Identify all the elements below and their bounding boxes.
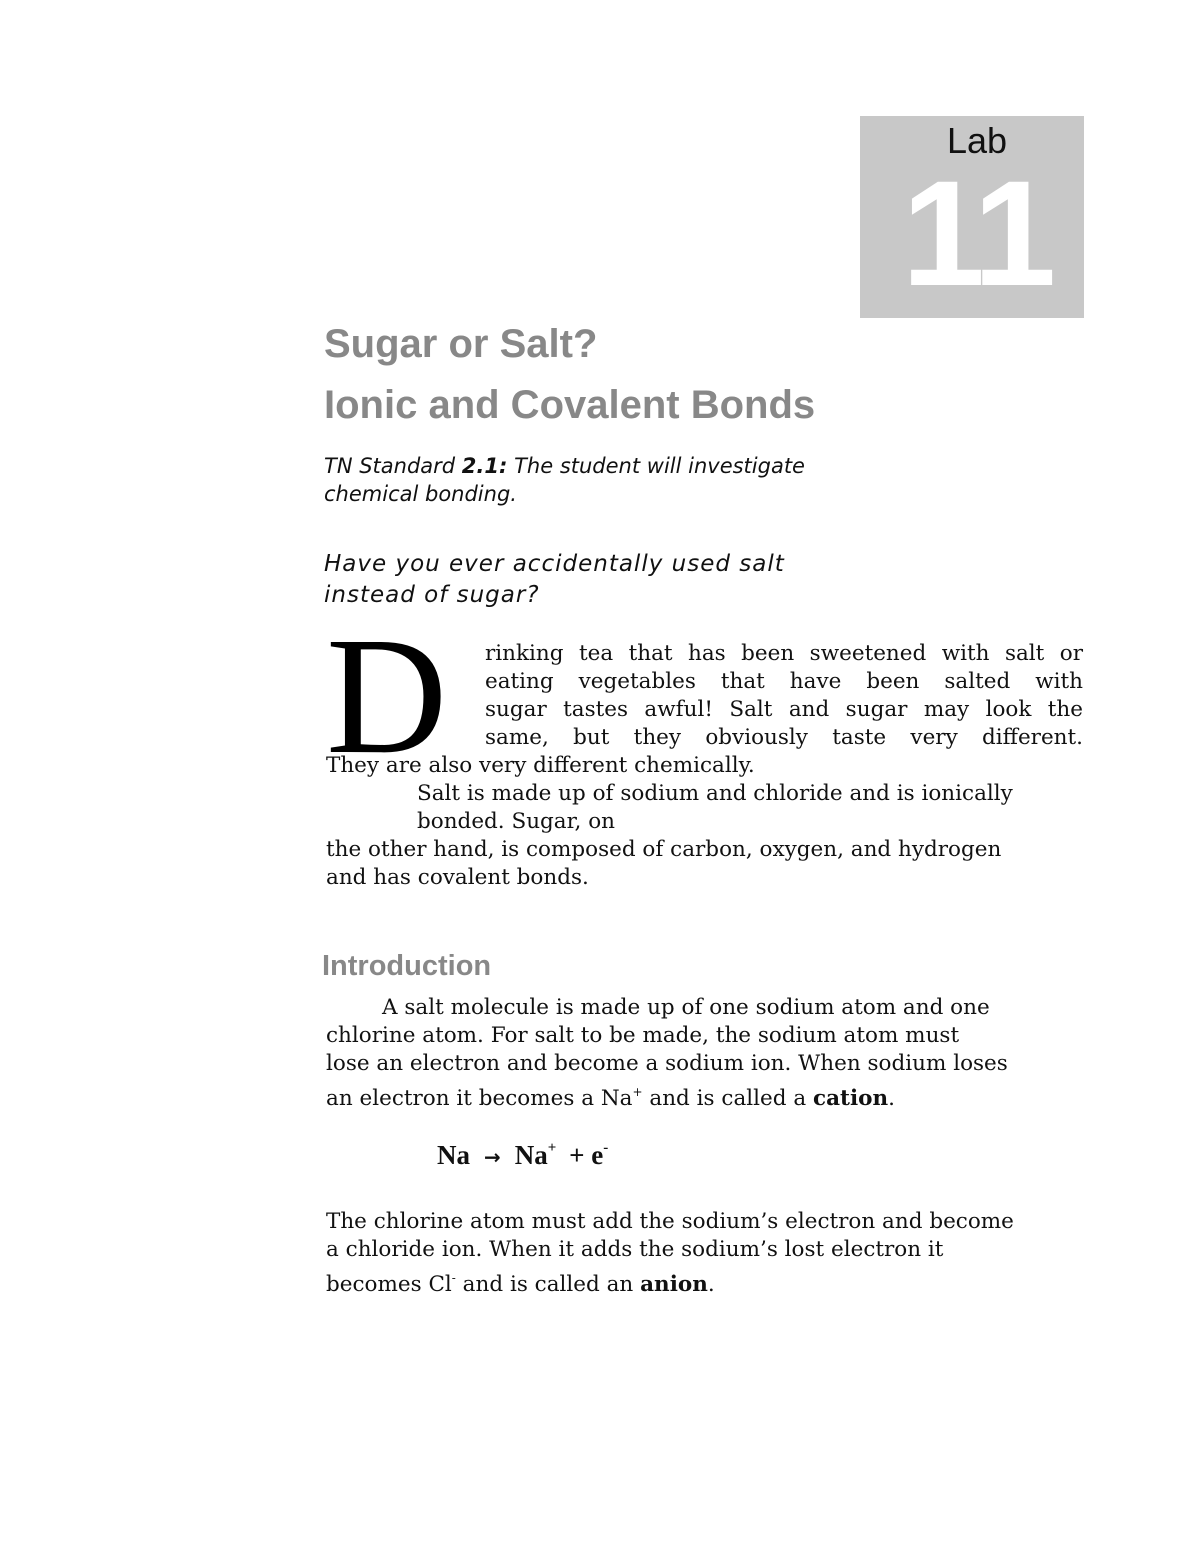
question-line2: instead of sugar? xyxy=(324,582,540,608)
intro-p1-line4-end: . xyxy=(888,1086,895,1111)
lab-number: 11 xyxy=(901,149,1053,317)
standard-statement xyxy=(324,452,904,508)
opening-line5: They are also very different chemically. xyxy=(326,753,755,778)
intro-p1-line4 xyxy=(326,1078,895,1113)
reaction-arrow-icon: → xyxy=(484,1145,501,1169)
opening-line6: Salt is made up of sodium and chloride and is ionically xyxy=(417,781,1013,806)
opening-line1: rinking tea that has been sweetened with salt or xyxy=(485,641,1083,666)
opening-line4: same, but they obviously taste very different. xyxy=(485,725,1083,750)
intro-p2-line3-text: becomes Cl xyxy=(326,1272,452,1297)
intro-p1-line1: A salt molecule is made up of one sodium atom and one xyxy=(382,995,990,1020)
equation-product-charge: + xyxy=(547,1140,557,1156)
standard-text-line1: The student will investigate xyxy=(507,454,805,478)
lead-question xyxy=(324,549,884,611)
lab-number-badge xyxy=(860,116,1084,318)
intro-p1-line4-text: an electron it becomes a Na xyxy=(326,1086,633,1111)
opening-line9: and has covalent bonds. xyxy=(326,865,589,890)
page-title: Sugar or Salt? xyxy=(324,322,598,366)
term-anion: anion xyxy=(640,1272,708,1297)
intro-p2-line2: a chloride ion. When it adds the sodium’s lost electron it xyxy=(326,1237,944,1262)
intro-p1-line3: lose an electron and become a sodium ion. When sodium loses xyxy=(326,1051,1008,1076)
page-subtitle: Ionic and Covalent Bonds xyxy=(324,383,816,427)
ionization-equation xyxy=(437,1140,608,1171)
opening-line7: bonded. Sugar, on xyxy=(417,809,616,834)
standard-number: 2.1: xyxy=(461,454,508,478)
term-cation: cation xyxy=(813,1086,889,1111)
intro-p2-line3 xyxy=(326,1264,715,1299)
equation-product: Na xyxy=(514,1140,548,1170)
chloride-charge: - xyxy=(451,1271,456,1285)
intro-p2-line1: The chlorine atom must add the sodium’s electron and become xyxy=(326,1209,1014,1234)
intro-p1-line2: chlorine atom. For salt to be made, the sodium atom must xyxy=(326,1023,960,1048)
opening-line3: sugar tastes awful! Salt and sugar may look the xyxy=(485,697,1083,722)
equation-electron: + e xyxy=(562,1140,604,1170)
question-line1: Have you ever accidentally used salt xyxy=(324,551,785,577)
sodium-charge: + xyxy=(632,1085,643,1099)
standard-prefix: TN Standard xyxy=(324,454,462,478)
drop-cap: D xyxy=(326,603,448,789)
equation-reactant: Na xyxy=(437,1140,470,1170)
intro-p2-line3-end: . xyxy=(707,1272,715,1297)
opening-paragraph-wrapped xyxy=(485,640,1083,752)
opening-line2: eating vegetables that have been salted with xyxy=(485,669,1083,694)
introduction-heading: Introduction xyxy=(322,950,492,982)
intro-p1-line4-text2: and is called a xyxy=(642,1086,813,1111)
opening-line8: the other hand, is composed of carbon, oxygen, and hydrogen xyxy=(326,837,1002,862)
lab-label: Lab xyxy=(946,120,1008,161)
equation-electron-charge: - xyxy=(603,1140,609,1156)
intro-p2-line3-text2: and is called an xyxy=(455,1272,641,1297)
standard-text-line2: chemical bonding. xyxy=(324,482,517,506)
